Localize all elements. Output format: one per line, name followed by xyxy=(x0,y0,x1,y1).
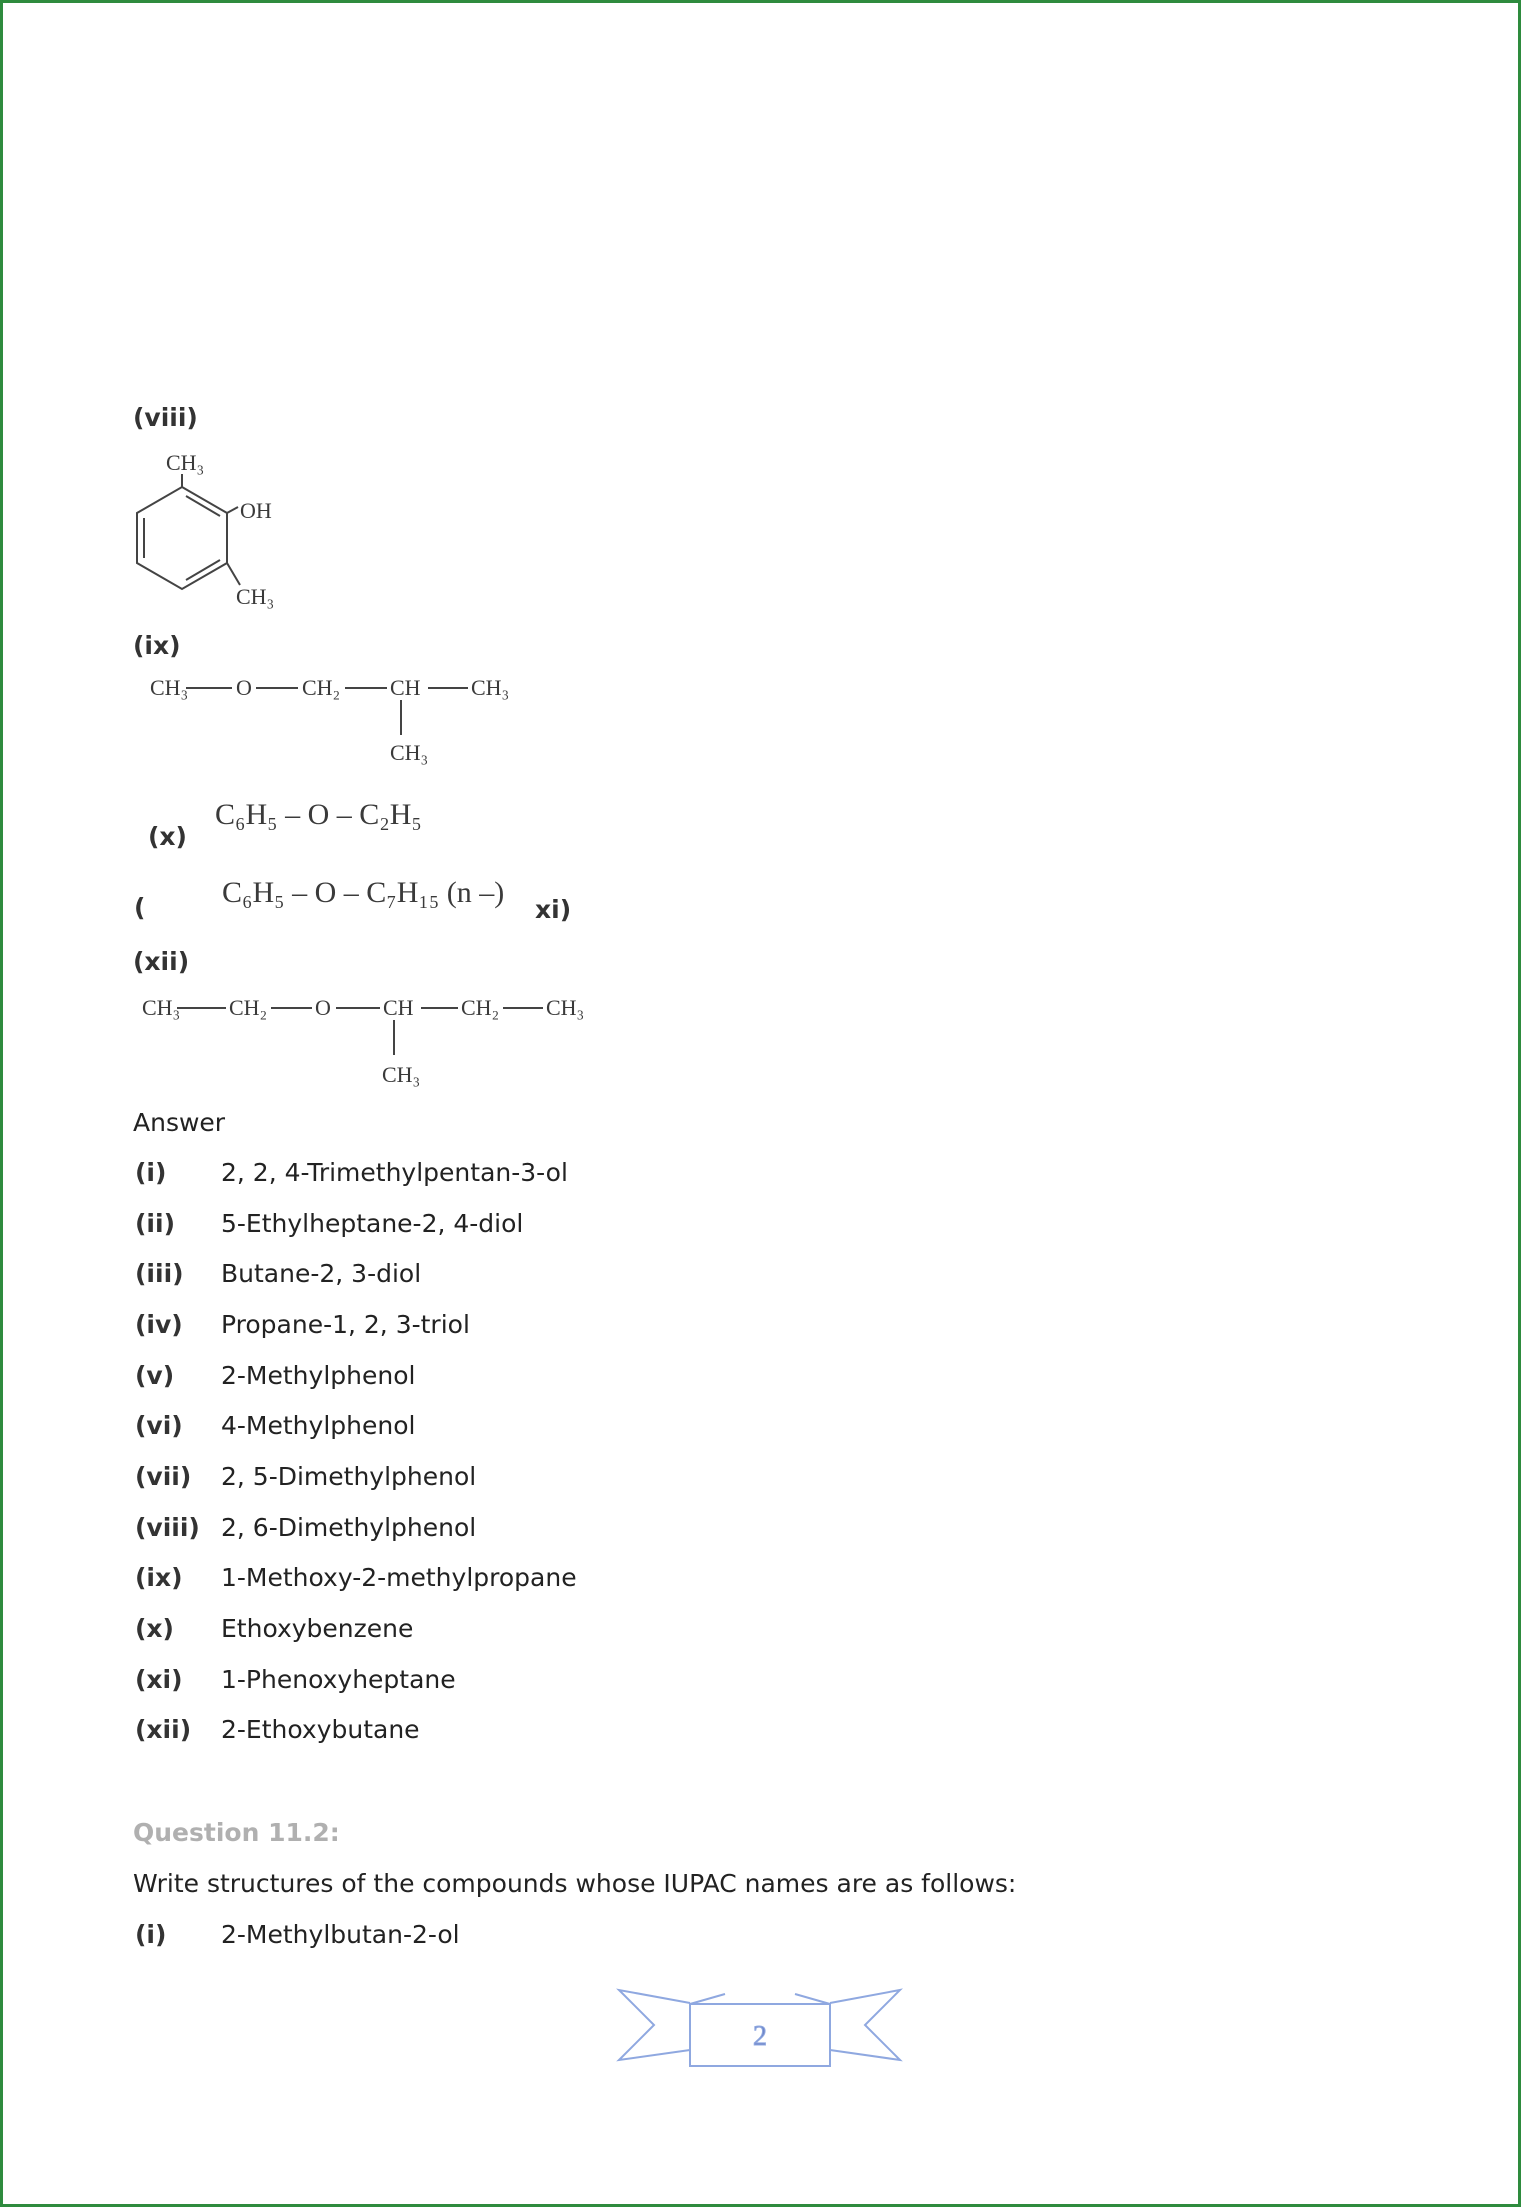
item-label-xii: (xii) xyxy=(133,947,190,976)
answer-heading: Answer xyxy=(133,1108,226,1137)
answer-name: 2, 5-Dimethylphenol xyxy=(221,1461,477,1491)
answer-label: (xi) xyxy=(135,1664,183,1694)
answer-name: Butane-2, 3-diol xyxy=(221,1259,422,1289)
branch-group: CH₃ xyxy=(382,1062,421,1087)
structure-ix xyxy=(150,675,509,765)
answer-label: (ix) xyxy=(135,1563,183,1593)
formula-x: C₆H₅ – O – C₂H₅ xyxy=(215,798,422,831)
group: CH₂ xyxy=(461,995,500,1020)
answer-name: 2-Methylphenol xyxy=(221,1360,416,1390)
group: O xyxy=(315,995,331,1020)
group: O xyxy=(236,675,252,700)
item-label-viii: (viii) xyxy=(133,403,198,432)
answer-name: Propane-1, 2, 3-triol xyxy=(221,1309,470,1339)
question-text: Write structures of the compounds whose IUPAC names are as follows: xyxy=(133,1869,1017,1898)
formula-xi: C₆H₅ – O – C₇H₁₅ (n –) xyxy=(222,876,505,909)
answer-name: 4-Methylphenol xyxy=(221,1411,416,1441)
answer-label: (viii) xyxy=(135,1512,200,1542)
structure-viii xyxy=(137,450,274,609)
answer-name: 2-Ethoxybutane xyxy=(221,1715,420,1745)
answer-label: (i) xyxy=(135,1158,167,1187)
answer-label: (x) xyxy=(135,1613,174,1643)
item-label-xi-open: ( xyxy=(134,893,146,922)
answer-name: 1-Phenoxyheptane xyxy=(221,1664,456,1694)
item-label-x: (x) xyxy=(148,822,187,851)
item-label-ix: (ix) xyxy=(133,631,181,660)
answer-name: 1-Methoxy-2-methylpropane xyxy=(221,1563,577,1593)
hydroxyl: OH xyxy=(240,498,272,523)
group: CH₃ xyxy=(150,675,189,700)
page-number: 2 xyxy=(753,2021,767,2052)
question-title: Question 11.2: xyxy=(133,1818,340,1847)
item-label-xi-close: xi) xyxy=(535,895,572,924)
answer-label: (xii) xyxy=(135,1715,192,1745)
answer-name: 2, 2, 4-Trimethylpentan-3-ol xyxy=(221,1158,568,1187)
group: CH₂ xyxy=(229,995,268,1020)
group: CH xyxy=(383,995,414,1020)
branch-group: CH₃ xyxy=(390,740,429,765)
answer-name: 5-Ethylheptane-2, 4-diol xyxy=(221,1208,524,1238)
answer-label: (vi) xyxy=(135,1411,183,1441)
benzene-ring xyxy=(137,487,227,589)
group: CH xyxy=(390,675,421,700)
answer-name: Ethoxybenzene xyxy=(221,1613,414,1643)
group: CH₂ xyxy=(302,675,341,700)
top-methyl: CH₃ xyxy=(166,450,205,475)
answer-label: (ii) xyxy=(135,1208,175,1238)
question-part-label: (i) xyxy=(135,1920,167,1949)
answer-label: (iv) xyxy=(135,1309,183,1339)
answer-label: (vii) xyxy=(135,1461,192,1491)
page-number-badge xyxy=(619,1990,900,2066)
bottom-methyl: CH₃ xyxy=(236,584,275,609)
group: CH₃ xyxy=(546,995,585,1020)
group: CH₃ xyxy=(142,995,181,1020)
answer-label: (iii) xyxy=(135,1259,184,1289)
answer-label: (v) xyxy=(135,1360,175,1390)
question-part-name: 2-Methylbutan-2-ol xyxy=(221,1920,460,1949)
structure-xii xyxy=(142,995,584,1087)
group: CH₃ xyxy=(471,675,510,700)
answer-name: 2, 6-Dimethylphenol xyxy=(221,1512,477,1542)
